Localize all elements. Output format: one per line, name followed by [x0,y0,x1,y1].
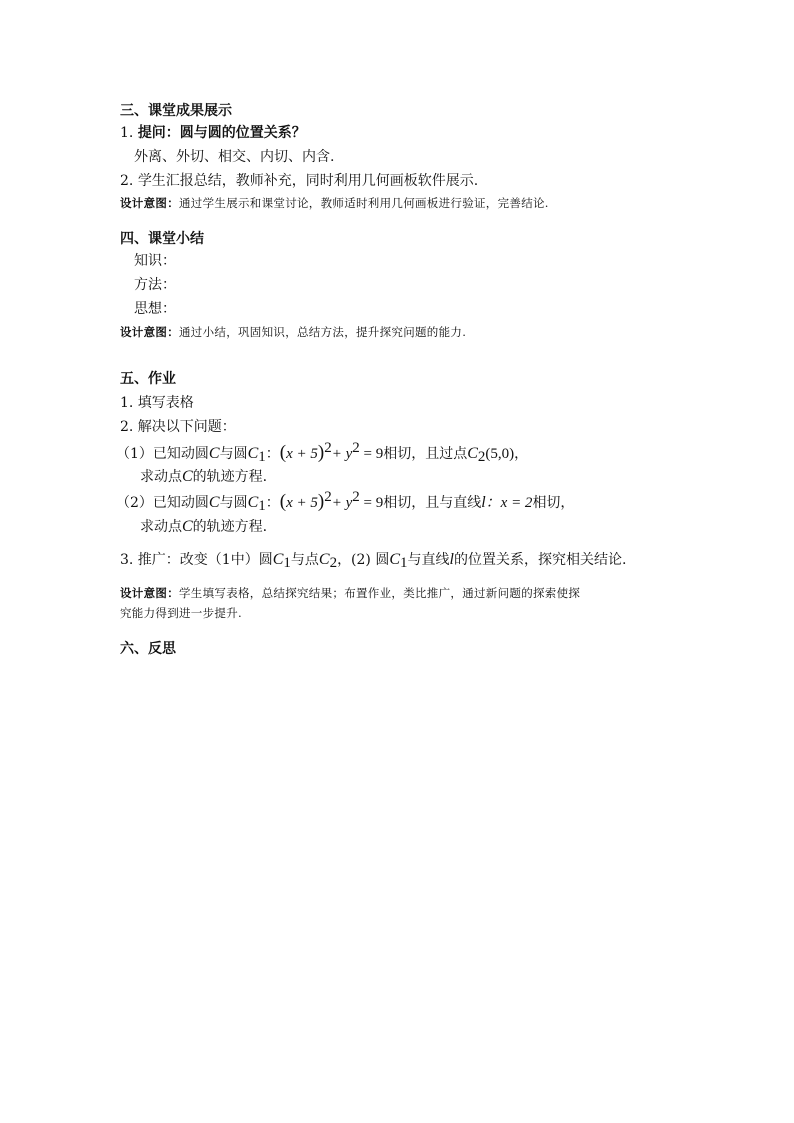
item3-var-c1: C [272,551,284,568]
item3-a: 3. 推广：改变（1中）圆 [120,552,273,568]
p2-line2-b: 的轨迹方程. [192,519,268,535]
item3-c2-sub: 2 [329,555,338,571]
section-6-title: 六、反思 [120,641,176,657]
section-3-design-note [120,194,549,212]
p2-tangent-text: 相切，且与直线 [383,495,482,511]
section-4-design-note [120,323,466,341]
q2-text: 学生汇报总结，教师补充，同时利用几何画板软件展示. [137,173,479,189]
p1-with-circle: 与圆 [219,446,248,462]
p1-tail: ， [514,446,529,462]
section-5-design-note-line-2: 究能力得到进一步提升. [120,606,242,620]
q2-number: 2. [120,173,134,189]
p2-equals-9: = 9 [359,495,384,511]
homework-item-3 [120,551,626,569]
p2-with-circle: 与圆 [219,495,248,511]
item3-b: 与点 [290,552,319,568]
p2-close-paren: ) [317,491,325,512]
summary-thought: 思想： [134,301,176,317]
section-5-design-note-line-1 [120,584,580,602]
p1-y-square: 2 [352,440,360,456]
section-4-title: 四、课堂小结 [120,231,204,247]
design-note-label: 设计意图： [120,586,179,600]
p2-line-eq: ：x = 2 [485,495,533,511]
section-3-title: 三、课堂成果展示 [120,103,232,119]
p2-colon: ： [265,495,280,511]
q1-answer: 外离、外切、相交、内切、内含. [134,149,335,165]
homework-item-1: 1. 填写表格 [120,395,194,411]
p2-c1-sub: 1 [258,498,266,514]
p1-var-c2: C [467,445,478,462]
p1-close-paren: ) [317,442,325,463]
problem-1-line-2 [140,468,267,486]
item3-c1b-sub: 1 [400,555,408,571]
p1-line2-var-c: C [182,468,193,485]
p2-var-c: C [208,494,220,511]
p1-line2-a: 求动点 [140,469,182,485]
item3-e: 的位置关系，探究相关结论. [453,552,627,568]
p1-x-plus-5: x + 5 [286,446,318,462]
q1-number: 1. [120,125,134,141]
summary-knowledge: 知识： [134,253,176,269]
design-note-text: 通过小结，巩固知识，总结方法，提升探究问题的能力. [179,325,467,339]
p1-point: (5,0) [485,446,515,462]
summary-method: 方法： [134,277,176,293]
problem-2-line-1 [116,489,575,514]
p2-y-square: 2 [352,489,360,505]
item3-var-c2: C [318,551,330,568]
p2-prefix: （2）已知动圆 [116,495,209,511]
design-note-label: 设计意图： [120,325,179,339]
problem-2-line-2 [140,518,267,536]
homework-item-2: 2. 解决以下问题： [120,419,236,435]
p1-equals-9: = 9 [359,446,384,462]
p2-tail: 相切， [532,495,575,511]
item3-d: 与直线 [407,552,450,568]
p2-open-paren: ( [279,491,287,512]
p2-var-c1: C [247,494,259,511]
p1-var-c1: C [247,445,259,462]
p2-line2-a: 求动点 [140,519,182,535]
design-note-label: 设计意图： [120,196,179,210]
p2-plus-y: + y [331,495,353,511]
item3-var-l: l [449,551,454,568]
p1-open-paren: ( [279,442,287,463]
p1-tangent-text: 相切，且过点 [383,446,468,462]
p1-prefix: （1）已知动圆 [116,446,209,462]
p1-plus-y: + y [331,446,353,462]
q1-text: 提问：圆与圆的位置关系？ [137,125,306,141]
item3-c1-sub: 1 [283,555,291,571]
p1-square: 2 [324,440,332,456]
p2-line2-var-c: C [182,518,193,535]
p1-colon: ： [265,446,280,462]
p1-line2-b: 的轨迹方程. [192,469,268,485]
item3-c: ，(2) 圆 [337,552,390,568]
problem-1-line-1 [116,440,529,465]
p1-c2-sub: 2 [477,449,486,465]
design-note-text-1: 学生填写表格，总结探究结果；布置作业，类比推广，通过新问题的探索使探 [179,586,581,600]
section-3-question-1 [120,124,306,142]
p1-var-c: C [208,445,220,462]
p2-var-l: l [481,494,486,511]
p1-c1-sub: 1 [258,449,266,465]
item3-var-c1b: C [389,551,401,568]
design-note-text: 通过学生展示和课堂讨论，教师适时利用几何画板进行验证，完善结论. [179,196,549,210]
p2-square: 2 [324,489,332,505]
section-5-title: 五、作业 [120,371,176,387]
section-3-question-2 [120,172,478,190]
p2-x-plus-5: x + 5 [286,495,318,511]
